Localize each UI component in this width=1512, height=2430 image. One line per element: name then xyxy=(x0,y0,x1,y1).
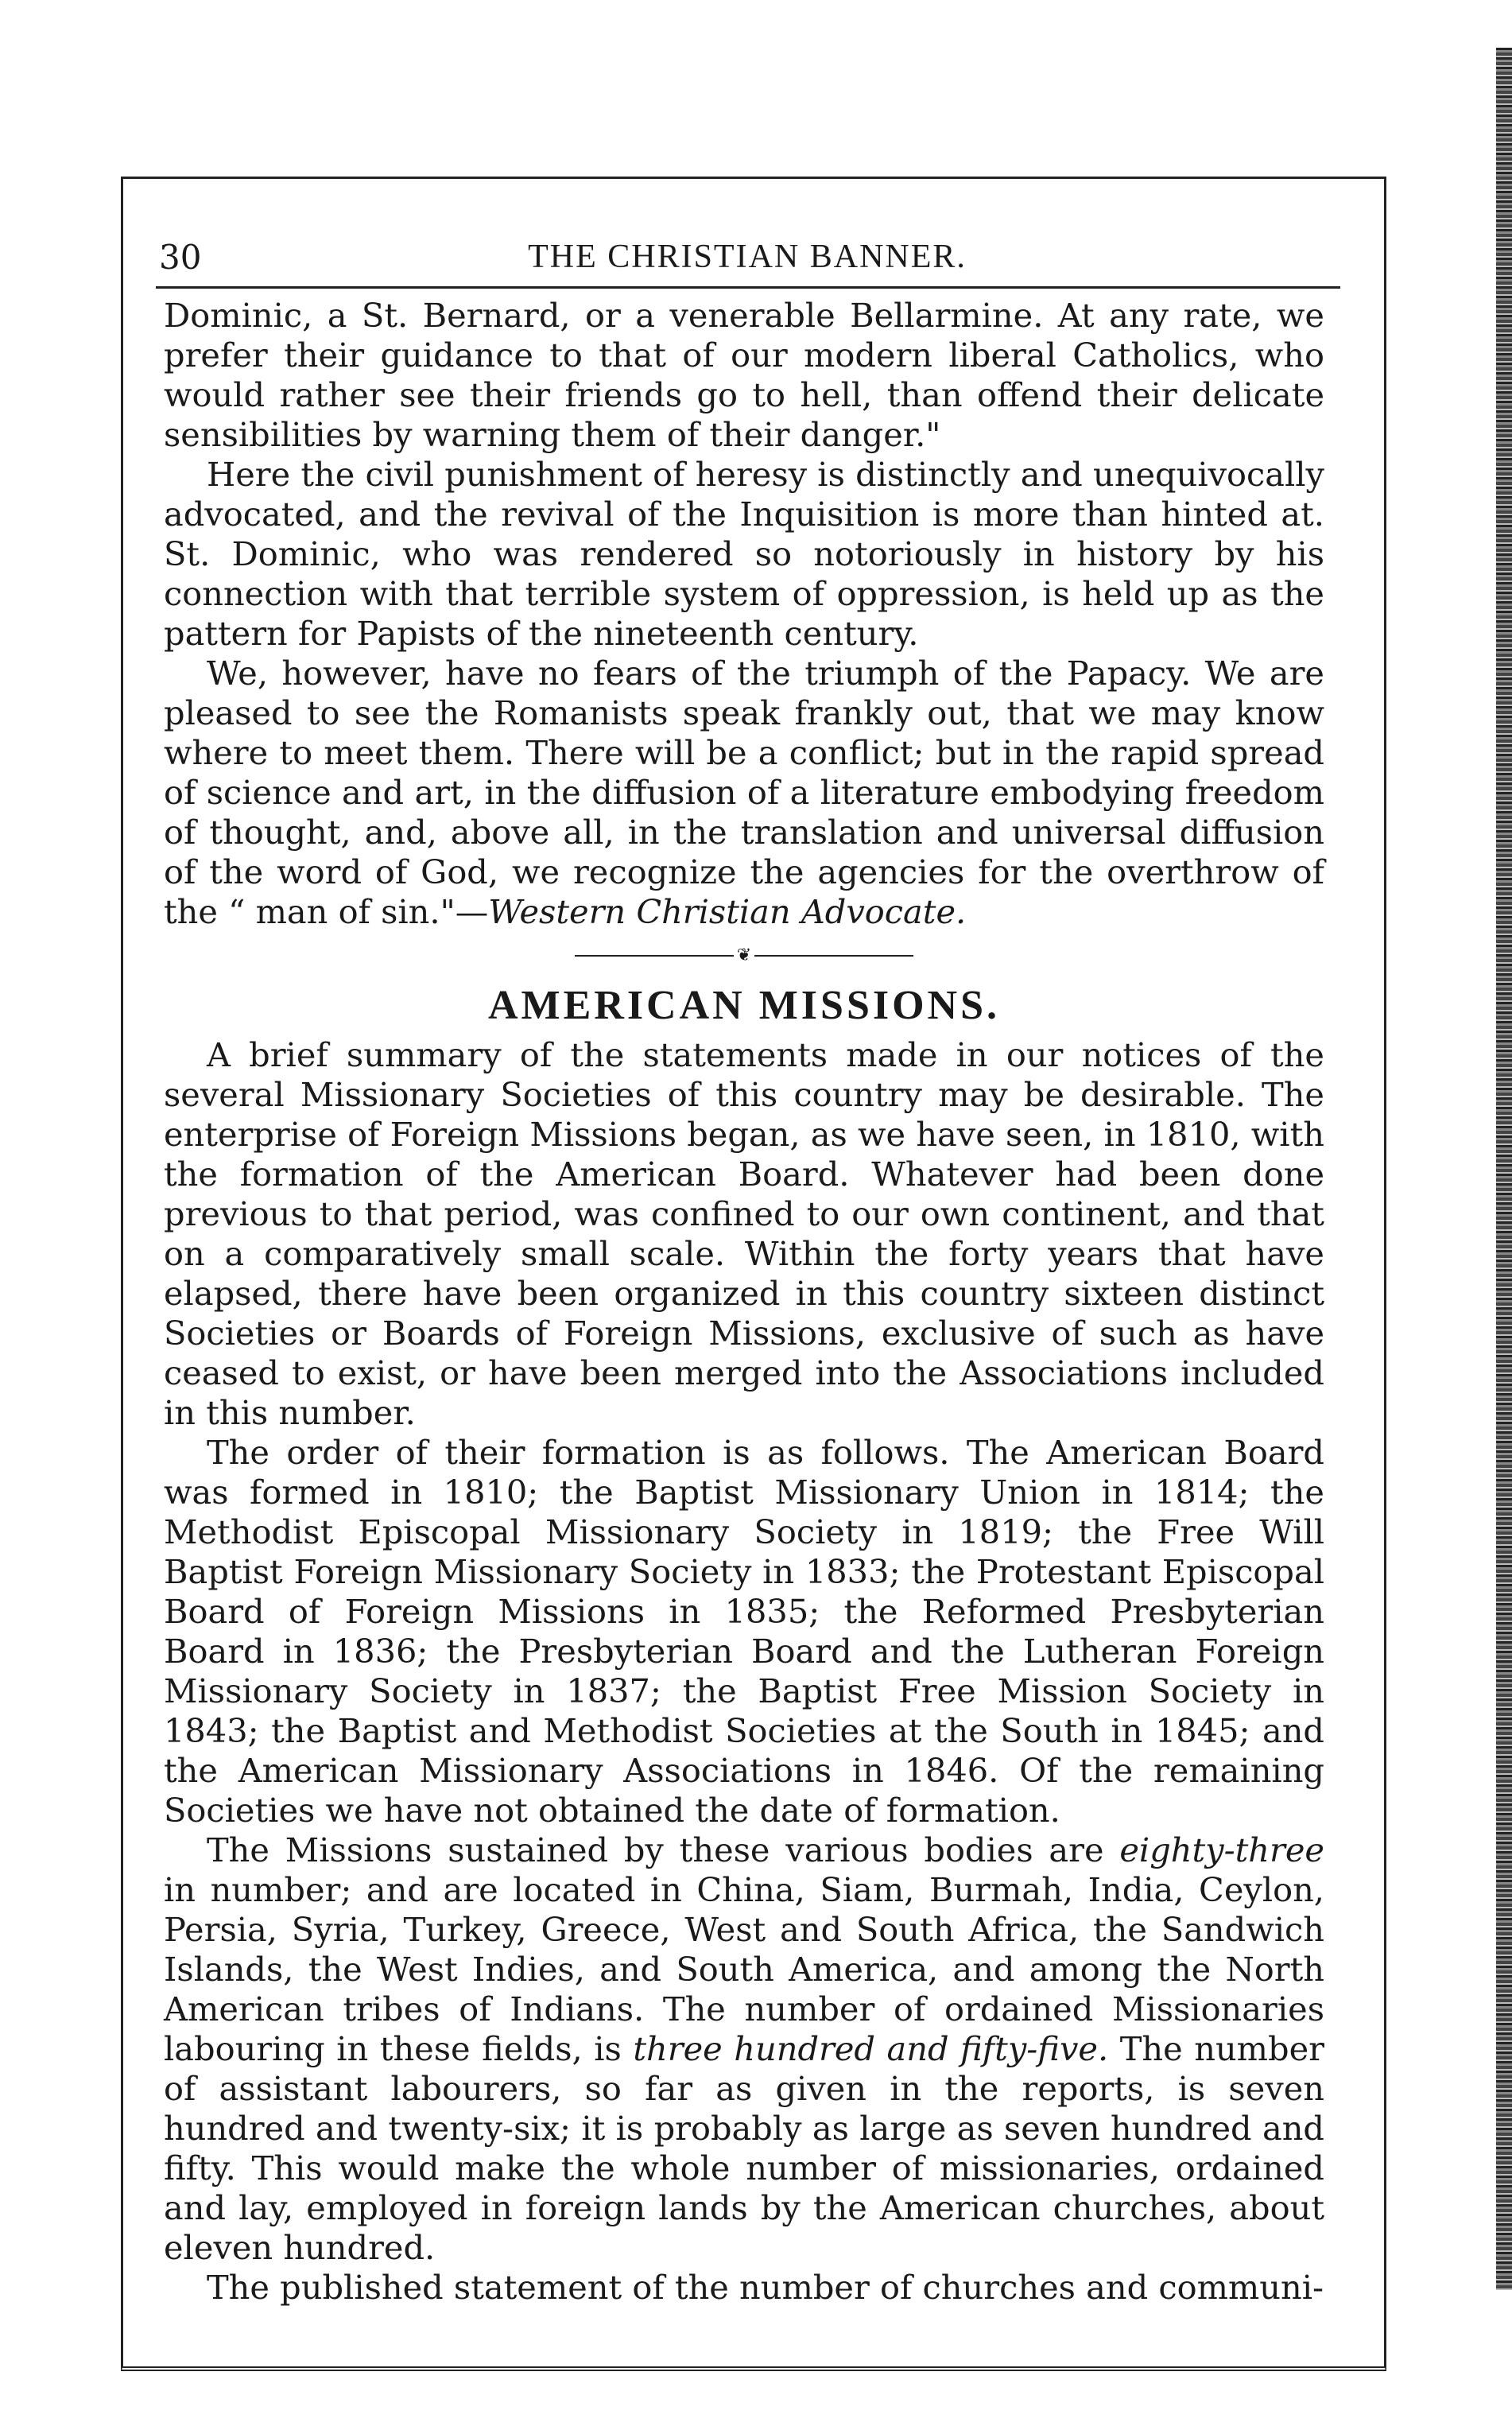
section-divider xyxy=(164,932,1324,980)
fleuron-icon: ❦ xyxy=(736,945,752,965)
article-paragraph: Here the civil punishment of heresy is distinctly and unequivocally advocated, and the revival of the Inquisition is more than hinted at. St. Dominic, who was rendered so notoriously in history by his connection with that terrible system of oppression, is held up as the pattern for Papists of the nineteenth century. xyxy=(164,455,1324,653)
divider-rule-left xyxy=(575,955,734,957)
article-source: Western Christian Advocate. xyxy=(488,892,967,931)
section-paragraph: The order of their formation is as follows. The American Board was formed in 1810; the Baptist Missionary Union in 1814; the Methodist Episcopal Missionary Society in 1819; the Free Will Baptist Foreign Missionary Society in 1833; the Protestant Episcopal Board of Foreign Missions in 1835; the Reformed Presbyterian Board in 1836; the Presbyterian Board and the Lutheran Foreign Missionary Society in 1837; the Baptist Free Mission Society in 1843; the Baptist and Methodist Societies at the South in 1845; and the American Missionary Associations in 1846. Of the remaining Societies we have not obtained the date of formation. xyxy=(164,1433,1324,1830)
section-heading: AMERICAN MISSIONS. xyxy=(487,983,1001,1028)
section-paragraph xyxy=(164,1830,1324,2268)
divider-rule-right xyxy=(754,955,913,957)
paragraph-text: The number of assistant labourers, so far as given in the reports, is seven hundred and twenty-six; it is probably as large as seven hundred and fifty. This would make the whole number of missionaries, ordained and lay, employed in foreign lands by the American churches, about eleven hundred. xyxy=(164,2029,1324,2267)
section-paragraph: The published statement of the number of churches and communi- xyxy=(207,2268,1324,2307)
section-paragraph: A brief summary of the statements made in our notices of the several Missionary Societies of this country may be desirable. The enterprise of Foreign Missions began, as we have seen, in 1810, with the formation of the American Board. Whatever had been done previous to that period, was confined to our own continent, and that on a comparatively small scale. Within the forty years that have elapsed, there have been organized in this country sixteen distinct Societies or Boards of Foreign Missions, exclusive of such as have ceased to exist, or have been merged into the Associations included in this number. xyxy=(164,1035,1324,1432)
paragraph-text: The Missions sustained by these various bodies are xyxy=(207,1830,1120,1869)
book-edge-strip xyxy=(1496,48,1512,2290)
running-head xyxy=(159,229,1336,285)
page-number: 30 xyxy=(159,237,202,277)
header-rule xyxy=(156,286,1340,289)
emphasis-text: eighty-three xyxy=(1119,1830,1324,1869)
text-column xyxy=(164,296,1324,2308)
article-paragraph: Dominic, a St. Bernard, or a venerable Bellarmine. At any rate, we prefer their guidance to that of our modern liberal Catholics, who would rather see their friends go to hell, than offend their delicate sensibilities by warning them of their danger." xyxy=(164,296,1324,454)
journal-title: THE CHRISTIAN BANNER. xyxy=(528,239,967,275)
paragraph-text: in number; and are located in China, Siam, Burmah, India, Ceylon, Persia, Syria, Turkey, Greece, West and South Africa, the Sandwich Islands, the West Indies, and South America, and among the North American tribes of Indians. The number of ordained Missionaries labouring in these fields, is xyxy=(164,1870,1324,2068)
emphasis-text: three hundred and fifty-five. xyxy=(633,2029,1109,2068)
article-text: We, however, have no fears of the triumph of the Papacy. We are pleased to see the Romanists speak frankly out, that we may know where to meet them. There will be a conflict; but in the rapid spread of science and art, in the diffusion of a literature embodying freedom of thought, and, above all, in the translation and universal diffusion of the word of God, we recognize the agencies for the overthrow of the “ man of sin."— xyxy=(164,654,1324,931)
article-paragraph xyxy=(164,654,1324,932)
